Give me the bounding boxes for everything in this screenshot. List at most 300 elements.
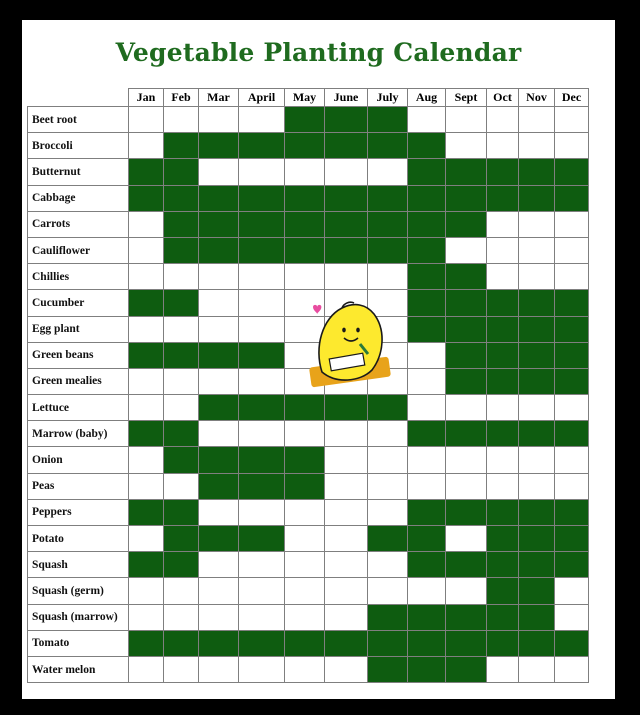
planting-cell-empty xyxy=(519,264,555,290)
planting-cell-active xyxy=(129,185,164,211)
planting-cell-active xyxy=(129,421,164,447)
planting-cell-active xyxy=(519,421,555,447)
planting-cell-active xyxy=(239,211,285,237)
planting-cell-active xyxy=(446,290,487,316)
planting-cell-active xyxy=(487,526,519,552)
planting-cell-empty xyxy=(285,526,325,552)
planting-cell-empty xyxy=(487,447,519,473)
planting-cell-empty xyxy=(285,604,325,630)
planting-cell-active xyxy=(325,395,368,421)
planting-cell-active xyxy=(519,342,555,368)
planting-cell-active xyxy=(487,159,519,185)
planting-cell-empty xyxy=(285,421,325,447)
planting-cell-empty xyxy=(199,368,239,394)
planting-cell-empty xyxy=(555,264,589,290)
planting-cell-active xyxy=(446,211,487,237)
planting-cell-empty xyxy=(164,368,199,394)
vegetable-name: Peas xyxy=(28,473,129,499)
planting-cell-empty xyxy=(555,237,589,263)
planting-cell-active xyxy=(285,395,325,421)
month-header: Nov xyxy=(519,89,555,107)
planting-cell-active xyxy=(446,421,487,447)
planting-cell-active xyxy=(408,237,446,263)
planting-cell-active xyxy=(487,316,519,342)
planting-cell-active xyxy=(199,211,239,237)
planting-cell-active xyxy=(164,290,199,316)
planting-cell-empty xyxy=(129,368,164,394)
planting-cell-empty xyxy=(408,395,446,421)
planting-cell-active xyxy=(285,211,325,237)
table-row xyxy=(28,211,589,237)
planting-cell-empty xyxy=(487,656,519,682)
planting-cell-active xyxy=(487,368,519,394)
planting-cell-empty xyxy=(129,526,164,552)
planting-cell-active xyxy=(446,604,487,630)
planting-cell-empty xyxy=(199,159,239,185)
planting-cell-active xyxy=(199,473,239,499)
planting-cell-active xyxy=(285,447,325,473)
table-row xyxy=(28,473,589,499)
planting-cell-active xyxy=(325,107,368,133)
vegetable-name: Tomato xyxy=(28,630,129,656)
planting-cell-empty xyxy=(129,264,164,290)
planting-cell-active xyxy=(487,604,519,630)
planting-cell-empty xyxy=(199,578,239,604)
bottom-bar xyxy=(0,699,640,715)
planting-cell-empty xyxy=(555,473,589,499)
planting-cell-empty xyxy=(446,133,487,159)
planting-cell-active xyxy=(519,552,555,578)
month-header: May xyxy=(285,89,325,107)
planting-cell-active xyxy=(555,421,589,447)
vegetable-name: Peppers xyxy=(28,499,129,525)
planting-cell-empty xyxy=(239,316,285,342)
table-row xyxy=(28,447,589,473)
vegetable-name: Broccoli xyxy=(28,133,129,159)
planting-cell-empty xyxy=(325,656,368,682)
planting-cell-active xyxy=(487,421,519,447)
planting-cell-empty xyxy=(446,237,487,263)
planting-cell-active xyxy=(325,630,368,656)
planting-cell-empty xyxy=(239,368,285,394)
planting-cell-empty xyxy=(487,133,519,159)
planting-cell-active xyxy=(519,499,555,525)
planting-cell-active xyxy=(199,133,239,159)
planting-cell-empty xyxy=(199,316,239,342)
planting-cell-active xyxy=(555,526,589,552)
vegetable-name: Egg plant xyxy=(28,316,129,342)
table-row xyxy=(28,107,589,133)
planting-cell-empty xyxy=(368,473,408,499)
planting-cell-empty xyxy=(199,552,239,578)
planting-cell-empty xyxy=(555,447,589,473)
planting-cell-active xyxy=(408,133,446,159)
planting-cell-empty xyxy=(555,604,589,630)
planting-cell-active xyxy=(368,133,408,159)
planting-cell-active xyxy=(487,185,519,211)
planting-cell-active xyxy=(446,342,487,368)
planting-cell-active xyxy=(368,395,408,421)
vegetable-name: Cauliflower xyxy=(28,237,129,263)
planting-cell-active xyxy=(519,630,555,656)
planting-cell-active xyxy=(199,447,239,473)
planting-cell-empty xyxy=(129,395,164,421)
planting-cell-active xyxy=(164,421,199,447)
planting-cell-active xyxy=(239,630,285,656)
planting-cell-active xyxy=(446,159,487,185)
month-header: Oct xyxy=(487,89,519,107)
planting-cell-active xyxy=(408,421,446,447)
vegetable-name: Butternut xyxy=(28,159,129,185)
planting-cell-empty xyxy=(555,395,589,421)
planting-cell-active xyxy=(519,526,555,552)
planting-cell-empty xyxy=(446,526,487,552)
month-header: July xyxy=(368,89,408,107)
planting-cell-empty xyxy=(239,421,285,447)
planting-cell-active xyxy=(408,211,446,237)
planting-cell-active xyxy=(555,499,589,525)
planting-cell-empty xyxy=(239,578,285,604)
planting-cell-empty xyxy=(555,578,589,604)
planting-cell-empty xyxy=(239,290,285,316)
planting-cell-active xyxy=(555,316,589,342)
planting-cell-active xyxy=(555,185,589,211)
planting-cell-empty xyxy=(285,656,325,682)
planting-cell-active xyxy=(446,264,487,290)
lemon-sticker-icon xyxy=(308,300,392,388)
planting-cell-empty xyxy=(199,107,239,133)
planting-cell-active xyxy=(487,630,519,656)
planting-cell-empty xyxy=(239,604,285,630)
planting-cell-empty xyxy=(555,211,589,237)
month-header: April xyxy=(239,89,285,107)
planting-cell-active xyxy=(129,159,164,185)
month-header: Feb xyxy=(164,89,199,107)
planting-cell-empty xyxy=(325,604,368,630)
planting-cell-empty xyxy=(368,552,408,578)
planting-cell-active xyxy=(129,552,164,578)
planting-cell-empty xyxy=(487,211,519,237)
planting-cell-active xyxy=(285,185,325,211)
planting-cell-active xyxy=(408,552,446,578)
planting-cell-active xyxy=(164,185,199,211)
planting-cell-active xyxy=(199,185,239,211)
planting-cell-active xyxy=(368,630,408,656)
planting-cell-empty xyxy=(129,107,164,133)
planting-cell-empty xyxy=(129,447,164,473)
planting-cell-active xyxy=(368,526,408,552)
planting-cell-active xyxy=(368,656,408,682)
planting-cell-active xyxy=(408,159,446,185)
planting-cell-active xyxy=(446,185,487,211)
planting-cell-active xyxy=(164,133,199,159)
planting-cell-empty xyxy=(325,552,368,578)
planting-cell-empty xyxy=(487,473,519,499)
planting-cell-empty xyxy=(129,237,164,263)
planting-cell-empty xyxy=(285,552,325,578)
planting-cell-active xyxy=(285,237,325,263)
planting-cell-empty xyxy=(239,159,285,185)
planting-cell-empty xyxy=(519,237,555,263)
vegetable-name: Cucumber xyxy=(28,290,129,316)
planting-cell-active xyxy=(555,159,589,185)
vegetable-name: Beet root xyxy=(28,107,129,133)
planting-cell-active xyxy=(555,290,589,316)
planting-cell-active xyxy=(519,290,555,316)
month-header: Dec xyxy=(555,89,589,107)
table-row xyxy=(28,159,589,185)
planting-cell-active xyxy=(408,185,446,211)
planting-cell-empty xyxy=(408,107,446,133)
planting-cell-empty xyxy=(408,368,446,394)
vegetable-name: Squash (germ) xyxy=(28,578,129,604)
planting-cell-empty xyxy=(487,395,519,421)
planting-cell-active xyxy=(164,237,199,263)
planting-cell-active xyxy=(239,133,285,159)
planting-cell-empty xyxy=(519,133,555,159)
planting-cell-active xyxy=(487,342,519,368)
table-row xyxy=(28,552,589,578)
month-header: June xyxy=(325,89,368,107)
page-title: Vegetable Planting Calendar xyxy=(115,38,522,67)
table-row xyxy=(28,421,589,447)
planting-cell-active xyxy=(487,552,519,578)
planting-cell-empty xyxy=(519,656,555,682)
planting-cell-active xyxy=(285,473,325,499)
planting-cell-empty xyxy=(199,290,239,316)
planting-cell-active xyxy=(239,447,285,473)
planting-cell-empty xyxy=(368,421,408,447)
table-row xyxy=(28,499,589,525)
planting-cell-active xyxy=(199,237,239,263)
planting-cell-active xyxy=(555,342,589,368)
month-header: Jan xyxy=(129,89,164,107)
vegetable-name: Cabbage xyxy=(28,185,129,211)
vegetable-name: Lettuce xyxy=(28,395,129,421)
planting-cell-active xyxy=(519,316,555,342)
planting-cell-active xyxy=(285,107,325,133)
planting-cell-active xyxy=(519,578,555,604)
planting-cell-empty xyxy=(239,107,285,133)
planting-cell-empty xyxy=(408,473,446,499)
planting-cell-empty xyxy=(487,237,519,263)
vegetable-name: Carrots xyxy=(28,211,129,237)
planting-cell-empty xyxy=(199,656,239,682)
planting-cell-empty xyxy=(285,578,325,604)
planting-cell-empty xyxy=(519,211,555,237)
planting-cell-empty xyxy=(408,342,446,368)
planting-cell-active xyxy=(446,630,487,656)
vegetable-name: Chillies xyxy=(28,264,129,290)
planting-cell-active xyxy=(408,656,446,682)
planting-cell-active xyxy=(446,656,487,682)
planting-cell-active xyxy=(446,368,487,394)
planting-cell-empty xyxy=(519,473,555,499)
vegetable-name: Squash xyxy=(28,552,129,578)
planting-cell-empty xyxy=(555,107,589,133)
table-row xyxy=(28,395,589,421)
planting-cell-empty xyxy=(325,473,368,499)
planting-cell-active xyxy=(239,237,285,263)
planting-cell-empty xyxy=(368,447,408,473)
planting-cell-active xyxy=(164,211,199,237)
planting-cell-active xyxy=(487,499,519,525)
planting-cell-empty xyxy=(487,107,519,133)
vegetable-name: Squash (marrow) xyxy=(28,604,129,630)
planting-cell-empty xyxy=(199,264,239,290)
header-corner xyxy=(28,89,129,107)
month-header: Sept xyxy=(446,89,487,107)
planting-cell-active xyxy=(368,237,408,263)
vegetable-name: Green beans xyxy=(28,342,129,368)
planting-cell-empty xyxy=(446,473,487,499)
planting-cell-active xyxy=(325,185,368,211)
planting-cell-empty xyxy=(487,264,519,290)
planting-cell-empty xyxy=(199,499,239,525)
month-header-row xyxy=(28,89,589,107)
planting-cell-empty xyxy=(325,447,368,473)
planting-cell-active xyxy=(368,185,408,211)
table-row xyxy=(28,133,589,159)
vegetable-name: Marrow (baby) xyxy=(28,421,129,447)
planting-cell-empty xyxy=(325,499,368,525)
planting-cell-active xyxy=(408,604,446,630)
planting-cell-active xyxy=(408,316,446,342)
month-header: Mar xyxy=(199,89,239,107)
planting-cell-active xyxy=(487,290,519,316)
planting-cell-empty xyxy=(555,133,589,159)
table-row xyxy=(28,237,589,263)
planting-cell-empty xyxy=(164,578,199,604)
planting-cell-active xyxy=(408,499,446,525)
planting-cell-active xyxy=(129,342,164,368)
planting-cell-active xyxy=(408,526,446,552)
planting-cell-empty xyxy=(129,604,164,630)
planting-cell-empty xyxy=(368,578,408,604)
planting-cell-empty xyxy=(519,107,555,133)
planting-cell-empty xyxy=(446,578,487,604)
planting-cell-active xyxy=(555,630,589,656)
planting-cell-active xyxy=(164,499,199,525)
vegetable-name: Green mealies xyxy=(28,368,129,394)
planting-cell-active xyxy=(199,395,239,421)
planting-cell-active xyxy=(239,473,285,499)
planting-cell-empty xyxy=(164,316,199,342)
planting-cell-empty xyxy=(325,578,368,604)
planting-cell-active xyxy=(487,578,519,604)
planting-cell-active xyxy=(164,159,199,185)
planting-cell-empty xyxy=(129,316,164,342)
planting-cell-active xyxy=(368,604,408,630)
planting-cell-empty xyxy=(239,264,285,290)
planting-cell-empty xyxy=(164,656,199,682)
planting-cell-empty xyxy=(129,133,164,159)
planting-cell-active xyxy=(129,499,164,525)
planting-cell-active xyxy=(519,604,555,630)
planting-cell-empty xyxy=(285,159,325,185)
planting-cell-active xyxy=(285,630,325,656)
vegetable-name: Onion xyxy=(28,447,129,473)
planting-cell-active xyxy=(446,499,487,525)
planting-cell-active xyxy=(555,368,589,394)
vegetable-name: Potato xyxy=(28,526,129,552)
planting-cell-empty xyxy=(446,107,487,133)
planting-cell-empty xyxy=(325,526,368,552)
planting-cell-empty xyxy=(408,578,446,604)
planting-cell-active xyxy=(199,630,239,656)
planting-cell-active xyxy=(519,368,555,394)
planting-cell-empty xyxy=(129,578,164,604)
planting-cell-active xyxy=(368,211,408,237)
planting-cell-empty xyxy=(285,499,325,525)
planting-cell-empty xyxy=(129,473,164,499)
planting-cell-empty xyxy=(164,264,199,290)
planting-cell-active xyxy=(164,526,199,552)
planting-cell-empty xyxy=(164,107,199,133)
planting-cell-empty xyxy=(368,264,408,290)
planting-cell-empty xyxy=(129,656,164,682)
table-row xyxy=(28,630,589,656)
planting-cell-active xyxy=(164,630,199,656)
planting-cell-empty xyxy=(285,264,325,290)
table-row xyxy=(28,264,589,290)
vegetable-name: Water melon xyxy=(28,656,129,682)
planting-cell-active xyxy=(555,552,589,578)
planting-cell-active xyxy=(325,133,368,159)
planting-cell-active xyxy=(408,290,446,316)
planting-cell-empty xyxy=(239,499,285,525)
planting-cell-active xyxy=(519,185,555,211)
planting-cell-empty xyxy=(519,395,555,421)
planting-cell-empty xyxy=(325,159,368,185)
planting-cell-active xyxy=(164,342,199,368)
month-header: Aug xyxy=(408,89,446,107)
planting-cell-empty xyxy=(408,447,446,473)
planting-cell-active xyxy=(239,185,285,211)
planting-cell-active xyxy=(199,526,239,552)
planting-cell-active xyxy=(325,211,368,237)
table-row xyxy=(28,656,589,682)
planting-cell-empty xyxy=(446,447,487,473)
planting-cell-active xyxy=(408,630,446,656)
planting-cell-active xyxy=(368,107,408,133)
planting-cell-empty xyxy=(164,395,199,421)
planting-cell-empty xyxy=(199,604,239,630)
planting-cell-empty xyxy=(368,499,408,525)
planting-cell-active xyxy=(239,395,285,421)
planting-cell-empty xyxy=(239,656,285,682)
planting-cell-empty xyxy=(164,604,199,630)
planting-cell-empty xyxy=(446,395,487,421)
table-row xyxy=(28,604,589,630)
planting-cell-empty xyxy=(239,552,285,578)
planting-cell-active xyxy=(285,133,325,159)
planting-cell-empty xyxy=(164,473,199,499)
planting-cell-active xyxy=(164,447,199,473)
planting-cell-active xyxy=(408,264,446,290)
planting-cell-empty xyxy=(368,159,408,185)
planting-cell-empty xyxy=(325,264,368,290)
planting-cell-active xyxy=(199,342,239,368)
planting-cell-active xyxy=(239,526,285,552)
planting-cell-active xyxy=(129,630,164,656)
table-row xyxy=(28,185,589,211)
planting-cell-active xyxy=(129,290,164,316)
planting-cell-active xyxy=(446,316,487,342)
planting-cell-empty xyxy=(519,447,555,473)
planting-cell-empty xyxy=(129,211,164,237)
table-row xyxy=(28,526,589,552)
